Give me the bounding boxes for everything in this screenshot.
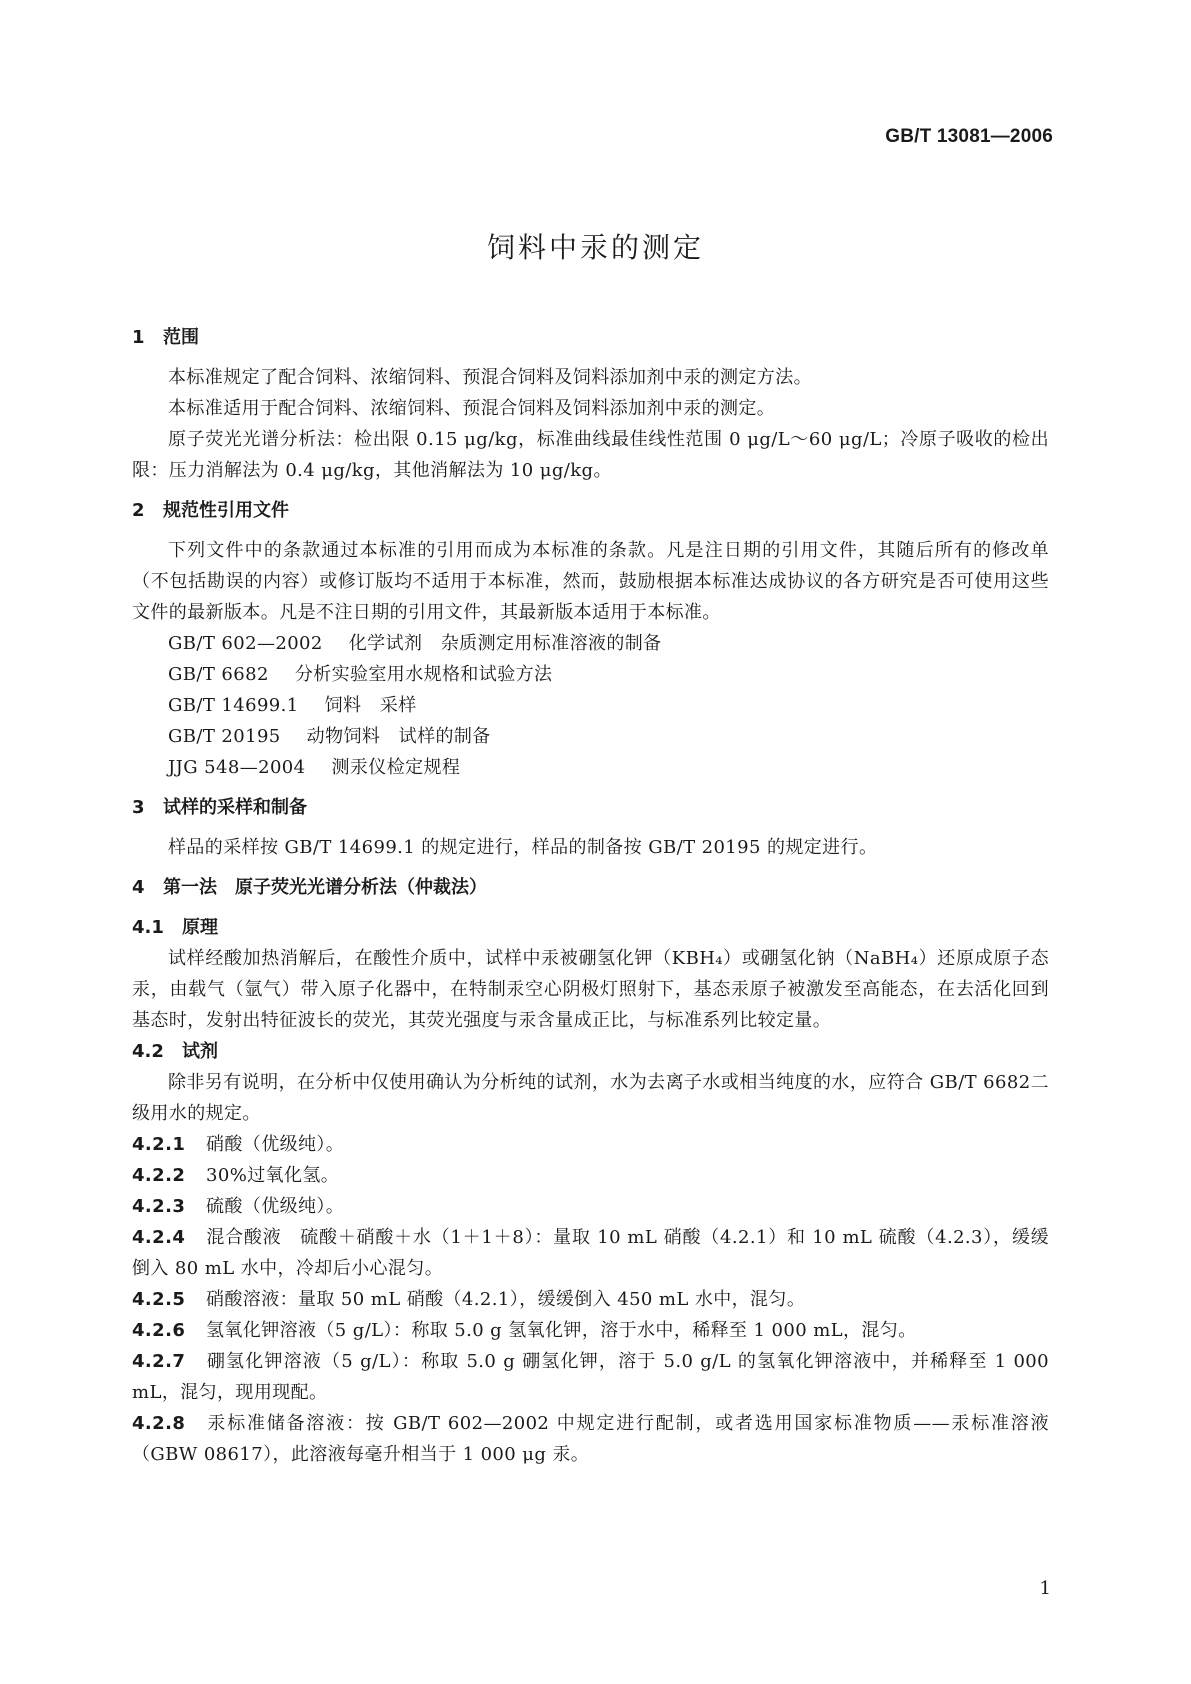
item-number: 4.2.4 <box>132 1227 186 1248</box>
item-text: 汞标准储备溶液：按 GB/T 602—2002 中规定进行配制，或者选用国家标准物质——汞标准溶液（GBW 08617），此溶液每毫升相当于 1 000 μg 汞。 <box>132 1413 1049 1465</box>
reference-code: GB/T 6682 <box>168 664 269 685</box>
document-body <box>132 322 1049 1470</box>
section-number: 3 <box>132 797 145 818</box>
paragraph: 下列文件中的条款通过本标准的引用而成为本标准的条款。凡是注日期的引用文件，其随后所有的修改单（不包括勘误的内容）或修订版均不适用于本标准，然而，鼓励根据本标准达成协议的各方研究是否可使用这些文件的最新版本。凡是不注日期的引用文件，其最新版本适用于本标准。 <box>132 540 1049 623</box>
reagent-item <box>132 1160 1049 1191</box>
reference-title: 化学试剂 杂质测定用标准溶液的制备 <box>348 633 662 654</box>
section-title: 规范性引用文件 <box>163 500 289 521</box>
reference-title: 分析实验室用水规格和试验方法 <box>294 664 553 685</box>
item-text: 硝酸（优级纯）。 <box>206 1134 345 1155</box>
paragraph: 本标准适用于配合饲料、浓缩饲料、预混合饲料及饲料添加剂中汞的测定。 <box>168 398 776 419</box>
item-number: 4.2.5 <box>132 1289 186 1310</box>
item-number: 4.2.6 <box>132 1320 186 1341</box>
reagent-item <box>132 1222 1049 1284</box>
reference-item <box>132 659 1049 690</box>
section-number: 4 <box>132 877 145 898</box>
subsection-4-1-heading <box>132 912 1049 943</box>
item-number: 4.2.8 <box>132 1413 186 1434</box>
section-1-heading <box>132 322 1049 353</box>
page-number: 1 <box>1039 1578 1051 1599</box>
reference-title: 动物饲料 试样的制备 <box>306 726 491 747</box>
paragraph: 除非另有说明，在分析中仅使用确认为分析纯的试剂，水为去离子水或相当纯度的水，应符合 GB/T 6682二级用水的规定。 <box>132 1072 1049 1124</box>
reagent-item <box>132 1315 1049 1346</box>
paragraph: 原子荧光光谱分析法：检出限 0.15 μg/kg，标准曲线最佳线性范围 0 μg/L～60 μg/L；冷原子吸收的检出限：压力消解法为 0.4 μg/kg，其他消解法为 10 μg/kg。 <box>132 429 1049 481</box>
section-title: 试样的采样和制备 <box>163 797 307 818</box>
item-number: 4.2.2 <box>132 1165 186 1186</box>
paragraph: 样品的采样按 GB/T 14699.1 的规定进行，样品的制备按 GB/T 20195 的规定进行。 <box>168 837 878 858</box>
item-text: 硫酸（优级纯）。 <box>206 1196 345 1217</box>
item-text: 30%过氧化氢。 <box>206 1165 340 1186</box>
item-text: 硝酸溶液：量取 50 mL 硝酸（4.2.1），缓缓倒入 450 mL 水中，混匀。 <box>206 1289 806 1310</box>
subsection-number: 4.2 <box>132 1041 164 1062</box>
item-number: 4.2.7 <box>132 1351 186 1372</box>
reference-title: 饲料 采样 <box>324 695 417 716</box>
section-title: 第一法 原子荧光光谱分析法（仲裁法） <box>163 877 487 898</box>
section-4-heading <box>132 872 1049 903</box>
reference-item <box>132 690 1049 721</box>
reference-code: JJG 548—2004 <box>168 757 306 778</box>
reference-title: 测汞仪检定规程 <box>331 757 461 778</box>
reagent-item <box>132 1129 1049 1160</box>
section-number: 1 <box>132 327 145 348</box>
reference-item <box>132 628 1049 659</box>
reagent-item <box>132 1346 1049 1408</box>
reference-code: GB/T 602—2002 <box>168 633 323 654</box>
reagent-item <box>132 1408 1049 1470</box>
item-number: 4.2.3 <box>132 1196 186 1217</box>
reagent-item <box>132 1284 1049 1315</box>
subsection-4-2-heading <box>132 1036 1049 1067</box>
paragraph: 本标准规定了配合饲料、浓缩饲料、预混合饲料及饲料添加剂中汞的测定方法。 <box>168 367 812 388</box>
subsection-title: 试剂 <box>182 1041 218 1062</box>
item-number: 4.2.1 <box>132 1134 186 1155</box>
item-text: 混合酸液 硫酸＋硝酸＋水（1＋1＋8）：量取 10 mL 硝酸（4.2.1）和 10 mL 硫酸（4.2.3），缓缓倒入 80 mL 水中，冷却后小心混匀。 <box>132 1227 1049 1279</box>
reference-code: GB/T 20195 <box>168 726 281 747</box>
item-text: 氢氧化钾溶液（5 g/L）：称取 5.0 g 氢氧化钾，溶于水中，稀释至 1 000 mL，混匀。 <box>206 1320 917 1341</box>
item-text: 硼氢化钾溶液（5 g/L）：称取 5.0 g 硼氢化钾，溶于 5.0 g/L 的氢氧化钾溶液中，并稀释至 1 000 mL，混匀，现用现配。 <box>132 1351 1049 1403</box>
reagent-item <box>132 1191 1049 1222</box>
section-3-heading <box>132 792 1049 823</box>
reference-code: GB/T 14699.1 <box>168 695 299 716</box>
subsection-number: 4.1 <box>132 917 164 938</box>
reference-item <box>132 752 1049 783</box>
section-2-heading <box>132 495 1049 526</box>
standard-code: GB/T 13081—2006 <box>885 126 1053 147</box>
section-number: 2 <box>132 500 145 521</box>
reference-item <box>132 721 1049 752</box>
document-title: 饲料中汞的测定 <box>486 231 704 264</box>
paragraph: 试样经酸加热消解后，在酸性介质中，试样中汞被硼氢化钾（KBH₄）或硼氢化钠（NaBH₄）还原成原子态汞，由载气（氩气）带入原子化器中，在特制汞空心阴极灯照射下，基态汞原子被激发至高能态，在去活化回到基态时，发射出特征波长的荧光，其荧光强度与汞含量成正比，与标准系列比较定量。 <box>132 948 1049 1031</box>
section-title: 范围 <box>163 327 199 348</box>
subsection-title: 原理 <box>182 917 218 938</box>
